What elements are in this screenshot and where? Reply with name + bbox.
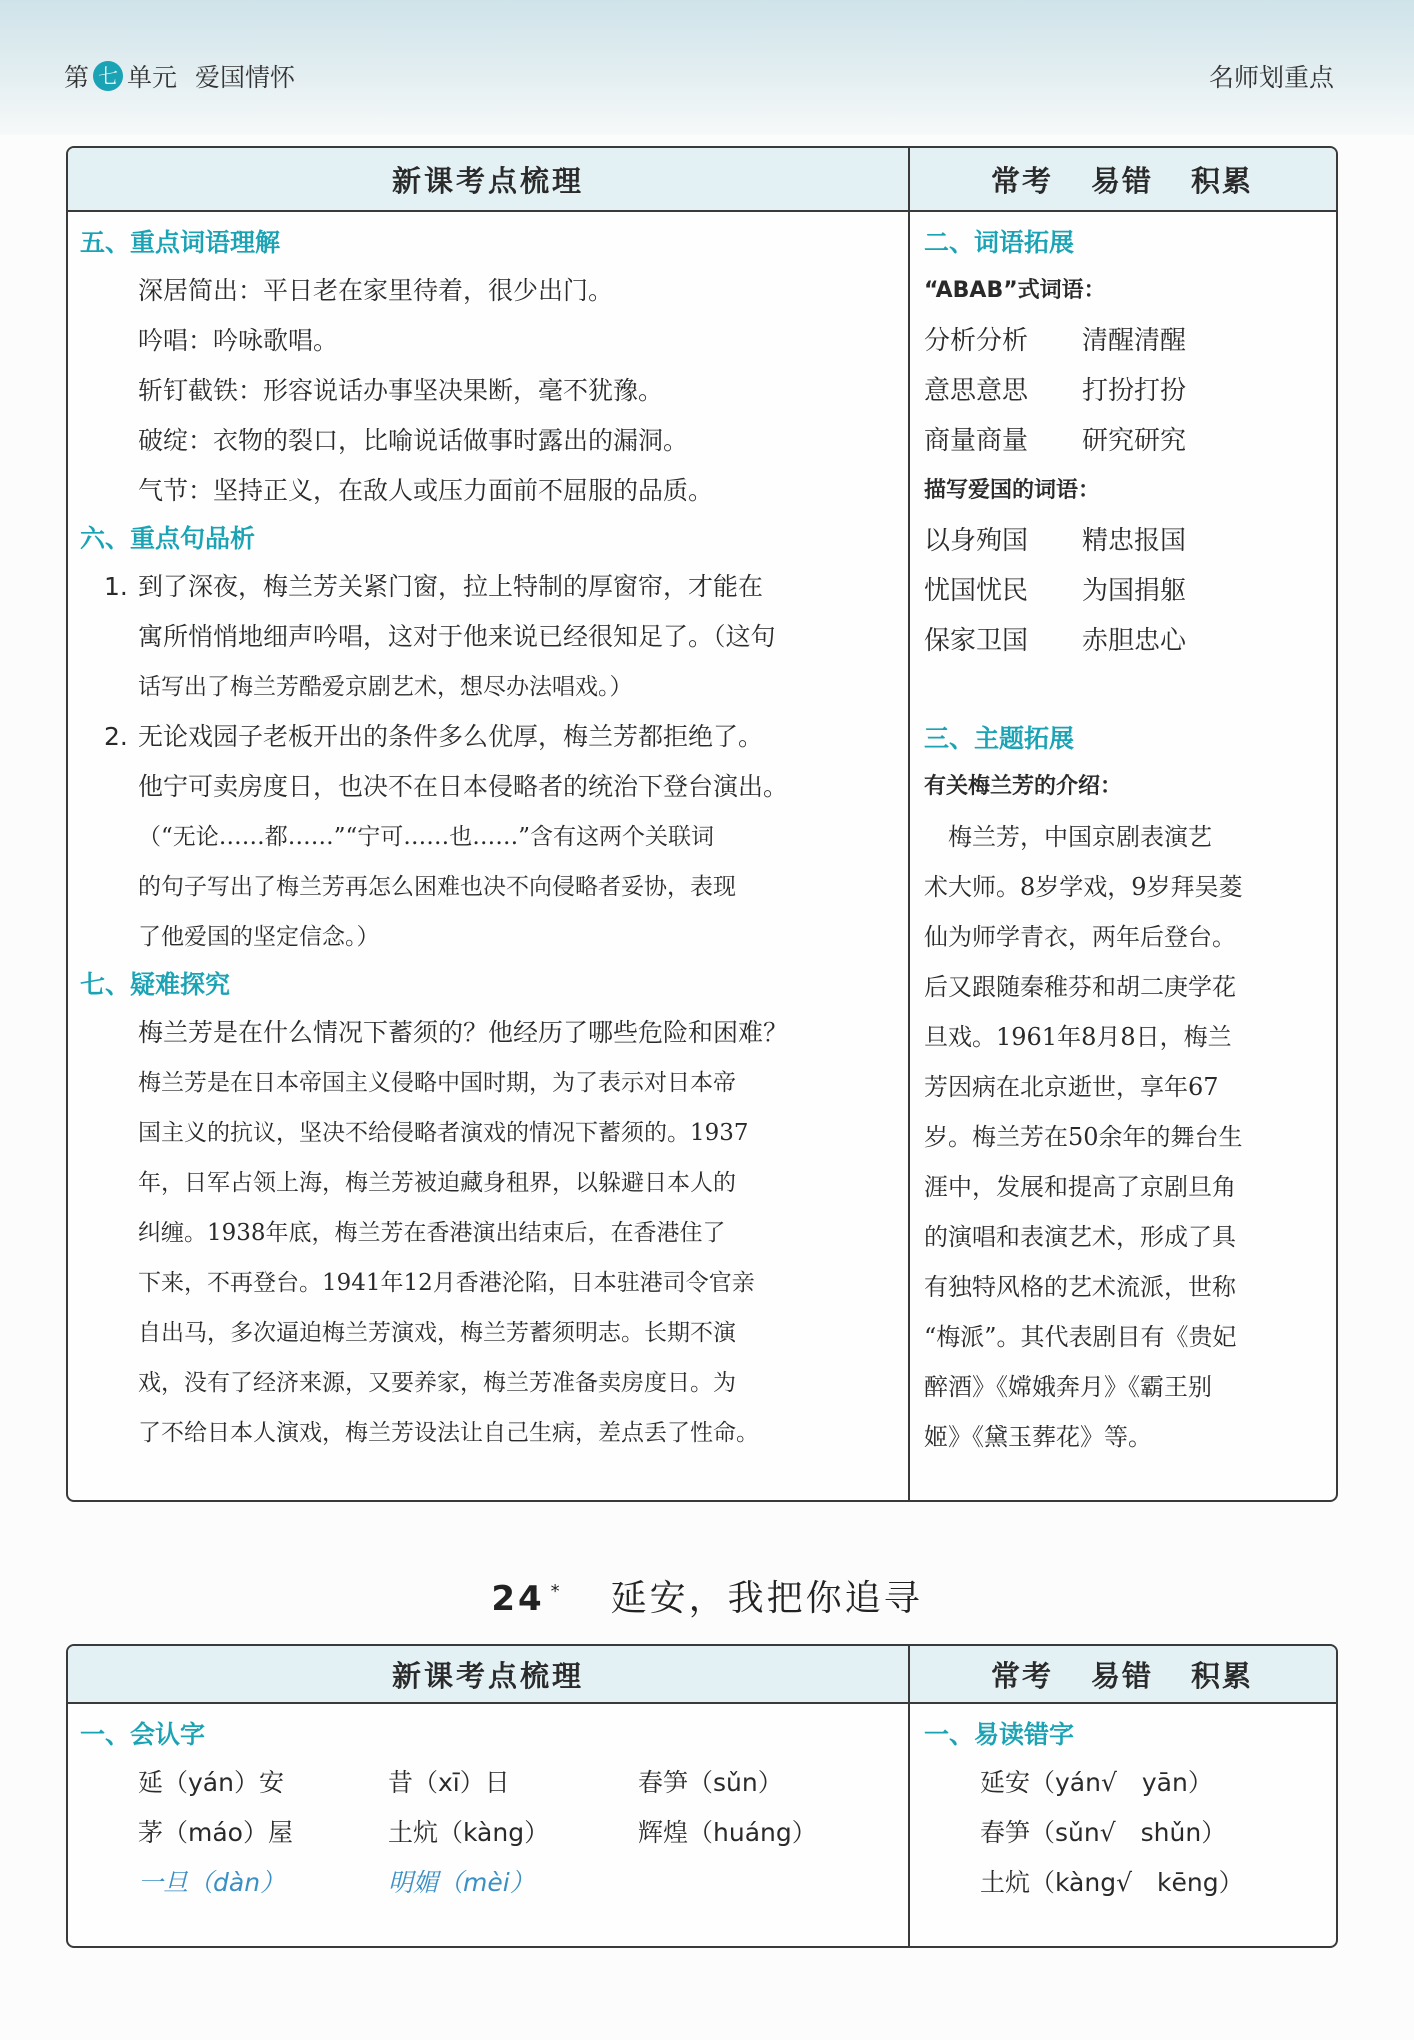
sentence-note: 的句子写出了梅兰芳再怎么困难也决不向侵略者妥协，表现	[138, 874, 736, 900]
header-tag-2: 易错	[1090, 1658, 1153, 1693]
bio-line: 的演唱和表演艺术，形成了具	[924, 1223, 1236, 1251]
vocab-line: 深居简出：平日老在家里待着，很少出门。	[138, 276, 614, 305]
box-header	[68, 1646, 1336, 1704]
bio-line: 术大师。8岁学戏，9岁拜吴菱	[924, 873, 1243, 901]
series-title: 名师划重点	[1208, 63, 1334, 92]
section-title: 一、易读错字	[924, 1720, 1075, 1749]
right-column	[924, 1712, 1324, 1908]
word-pair	[924, 366, 1324, 416]
char-item: 延（yán）安	[138, 1768, 284, 1797]
unit-theme: 爱国情怀	[195, 63, 296, 92]
char-row	[80, 1858, 900, 1908]
bio-line: 岁。梅兰芳在50余年的舞台生	[924, 1123, 1243, 1151]
misread-line: 春笋（sǔn√ shǔn）	[980, 1818, 1227, 1847]
answer-line: 国主义的抗议，坚决不给侵略者演戏的情况下蓄须的。1937	[138, 1120, 749, 1146]
right-column-header	[908, 148, 1336, 210]
bio-line: 姬》《黛玉葬花》等。	[924, 1423, 1152, 1451]
spacer	[924, 666, 1324, 716]
left-column-header: 新课考点梳理	[391, 163, 584, 198]
char-item: 辉煌（huáng）	[638, 1818, 817, 1847]
question-text: 梅兰芳是在什么情况下蓄须的？他经历了哪些危险和困难？	[138, 1018, 789, 1047]
word: 为国捐躯	[1082, 576, 1187, 606]
header-tag-3: 积累	[1191, 163, 1254, 198]
bio-line: “梅派”。其代表剧目有《贵妃	[924, 1323, 1237, 1351]
word: 分析分析	[924, 326, 1029, 356]
sentence-note: （“无论……都……”“宁可……也……”含有这两个关联词	[138, 824, 715, 850]
word: 清醒清醒	[1082, 326, 1187, 356]
vocab-line: 破绽：衣物的裂口，比喻说话做事时露出的漏洞。	[138, 426, 689, 455]
section-title: 五、重点词语理解	[80, 228, 281, 257]
answer-line: 年，日军占领上海，梅兰芳被迫藏身租界，以躲避日本人的	[138, 1170, 736, 1196]
answer-line: 自出马，多次逼迫梅兰芳演戏，梅兰芳蓄须明志。长期不演	[138, 1320, 736, 1346]
char-row	[80, 1808, 900, 1858]
lesson-mark: *	[550, 1581, 563, 1602]
char-item: 茅（máo）屋	[138, 1818, 293, 1847]
box-header	[68, 148, 1336, 212]
bio-line: 有独特风格的艺术流派，世称	[924, 1273, 1236, 1301]
bio-line: 芳因病在北京逝世，享年67	[924, 1073, 1219, 1101]
misread-line: 土炕（kàng√ kēng）	[980, 1868, 1244, 1897]
word: 研究研究	[1082, 426, 1187, 456]
sentence-text: 到了深夜，梅兰芳关紧门窗，拉上特制的厚窗帘，才能在	[138, 572, 764, 601]
word: 忧国忧民	[924, 576, 1029, 606]
misread-line: 延安（yán√ yān）	[980, 1768, 1213, 1797]
sentence-text: 他宁可卖房度日，也决不在日本侵略者的统治下登台演出。	[138, 772, 789, 801]
header-tag-1: 常考	[990, 163, 1053, 198]
left-column	[80, 1712, 900, 1908]
vocab-line: 吟唱：吟咏歌唱。	[138, 326, 339, 355]
char-item: 土炕（kàng）	[388, 1818, 550, 1847]
sub-label: 有关梅兰芳的介绍：	[924, 774, 1123, 799]
word: 打扮打扮	[1082, 376, 1187, 406]
vocab-line: 斩钉截铁：形容说话办事坚决果断，毫不犹豫。	[138, 376, 664, 405]
lesson-name: 延安，我把你追寻	[610, 1578, 923, 1619]
column-divider	[908, 148, 910, 1500]
answer-line: 下来，不再登台。1941年12月香港沦陷，日本驻港司令官亲	[138, 1270, 755, 1296]
sentence-item	[80, 562, 900, 612]
sentence-text: 寓所悄悄地细声吟唱，这对于他来说已经很知足了。（这句	[138, 622, 776, 651]
answer-line: 了不给日本人演戏，梅兰芳设法让自己生病，差点丢了性命。	[138, 1420, 759, 1446]
lesson-number: 24	[491, 1579, 545, 1619]
header-tag-3: 积累	[1191, 1658, 1254, 1693]
char-item: 春笋（sǔn）	[638, 1768, 783, 1797]
word-pair	[924, 516, 1324, 566]
header-tag-1: 常考	[990, 1658, 1053, 1693]
word-pair	[924, 416, 1324, 466]
word: 精忠报国	[1082, 526, 1187, 556]
notes-box-lesson24	[66, 1644, 1338, 1948]
char-item: 一旦（dàn）	[138, 1868, 286, 1897]
sub-label: “ABAB”式词语：	[924, 278, 1106, 303]
unit-header	[64, 58, 295, 94]
unit-number-badge: 七	[93, 61, 123, 91]
lesson-title	[0, 1570, 1414, 1621]
left-column	[80, 220, 900, 1458]
section-title: 七、疑难探究	[80, 970, 231, 999]
vocab-line: 气节：坚持正义，在敌人或压力面前不屈服的品质。	[138, 476, 714, 505]
word: 商量商量	[924, 426, 1029, 456]
header-tag-2: 易错	[1090, 163, 1153, 198]
word: 保家卫国	[924, 626, 1029, 656]
right-column-header	[908, 1646, 1336, 1702]
bio-line: 仙为师学青衣，两年后登台。	[924, 923, 1236, 951]
answer-line: 梅兰芳是在日本帝国主义侵略中国时期，为了表示对日本帝	[138, 1070, 736, 1096]
bio-line: 梅兰芳，中国京剧表演艺	[924, 823, 1212, 851]
unit-prefix: 第	[64, 63, 90, 92]
sub-label: 描写爱国的词语：	[924, 478, 1101, 503]
section-title: 六、重点句品析	[80, 524, 256, 553]
left-column-header: 新课考点梳理	[391, 1658, 584, 1693]
word: 意思意思	[924, 376, 1029, 406]
unit-suffix: 单元	[127, 63, 178, 92]
section-title: 二、词语拓展	[924, 228, 1075, 257]
section-title: 一、会认字	[80, 1720, 206, 1749]
word: 赤胆忠心	[1082, 626, 1187, 656]
sentence-text: 无论戏园子老板开出的条件多么优厚，梅兰芳都拒绝了。	[138, 722, 764, 751]
word: 以身殉国	[924, 526, 1029, 556]
right-column	[924, 220, 1324, 1462]
bio-line: 旦戏。1961年8月8日，梅兰	[924, 1023, 1232, 1051]
word-pair	[924, 616, 1324, 666]
bio-line: 后又跟随秦稚芬和胡二庚学花	[924, 973, 1236, 1001]
answer-line: 戏，没有了经济来源，又要养家，梅兰芳准备卖房度日。为	[138, 1370, 736, 1396]
bio-line: 涯中，发展和提高了京剧旦角	[924, 1173, 1236, 1201]
item-number: 1.	[104, 572, 128, 601]
word-pair	[924, 566, 1324, 616]
sentence-note: 了他爱国的坚定信念。）	[138, 924, 380, 950]
word-pair	[924, 316, 1324, 366]
column-divider	[908, 1646, 910, 1946]
sentence-note: 话写出了梅兰芳酷爱京剧艺术，想尽办法唱戏。）	[138, 674, 633, 700]
char-item: 昔（xī）日	[388, 1768, 510, 1797]
item-number: 2.	[104, 722, 128, 751]
sentence-item	[80, 712, 900, 762]
section-title: 三、主题拓展	[924, 724, 1075, 753]
answer-line: 纠缠。1938年底，梅兰芳在香港演出结束后，在香港住了	[138, 1220, 726, 1246]
notes-box-lesson23	[66, 146, 1338, 1502]
bio-line: 醉酒》《嫦娥奔月》《霸王别	[924, 1373, 1212, 1401]
char-row	[80, 1758, 900, 1808]
char-item: 明媚（mèi）	[388, 1868, 535, 1897]
